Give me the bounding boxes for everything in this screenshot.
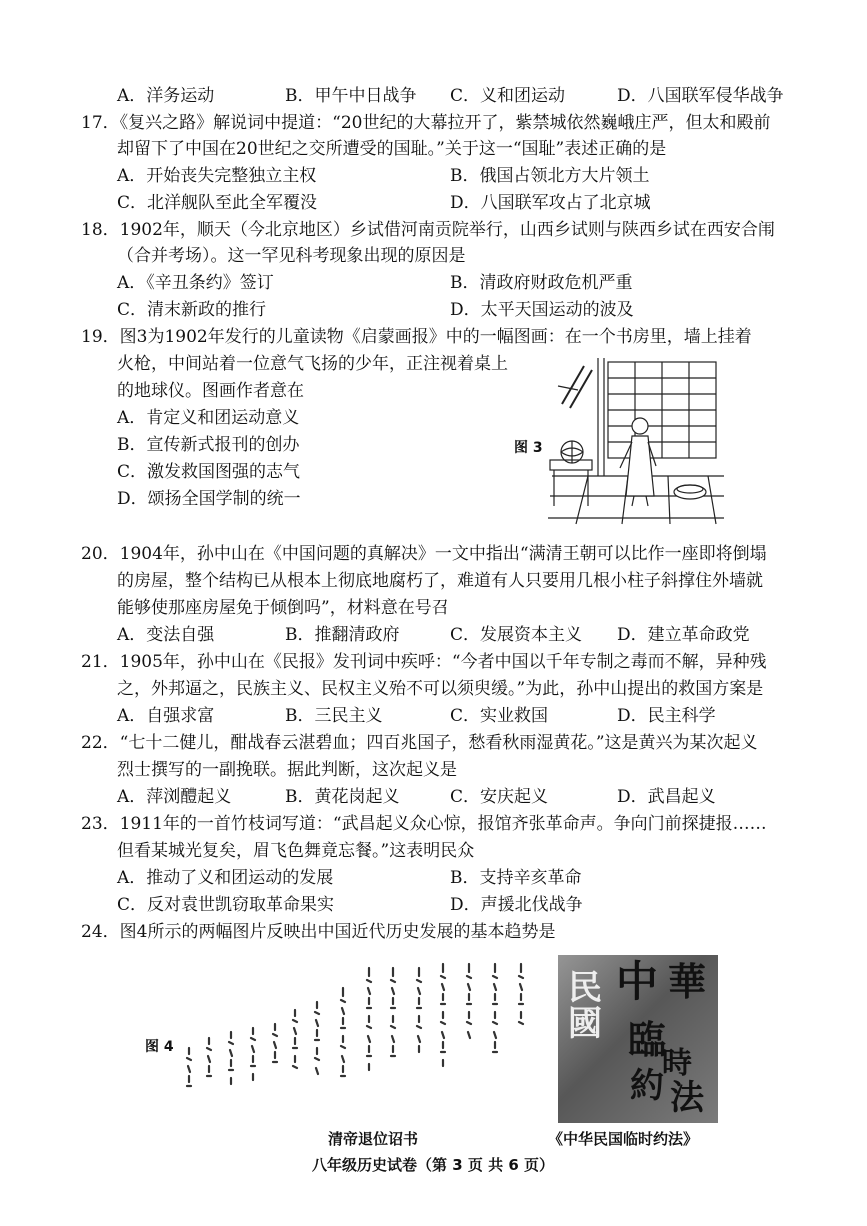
- q21-option-c: C．实业救国: [450, 706, 549, 726]
- q20-stem-line2: 的房屋，整个结构已从根本上彻底地腐朽了，难道有人只要用几根小柱子斜撑住外墙就: [117, 571, 763, 591]
- q19-option-b: B．宣传新式报刊的创办: [117, 435, 300, 455]
- cover-char-hua: 華: [668, 959, 707, 1004]
- q16-option-a: A．洋务运动: [117, 86, 215, 106]
- q19-option-d: D．颂扬全国学制的统一: [117, 489, 301, 509]
- q19-option-a: A．肯定义和团运动意义: [117, 408, 300, 428]
- q19-option-c: C．激发救国图强的志气: [117, 462, 301, 482]
- q19-stem-line3: 的地球仪。图画作者意在: [117, 381, 304, 401]
- q18-stem-line2: （合并考场）。这一罕见科考现象出现的原因是: [117, 246, 466, 266]
- q17-stem-line2: 却留下了中国在20世纪之交所遭受的国耻。”关于这一“国耻”表述正确的是: [117, 139, 667, 159]
- q20-option-a: A．变法自强: [117, 625, 215, 645]
- figure-4-provisional-constitution-cover: [558, 955, 718, 1123]
- q16-option-d: D．八国联军侵华战争: [617, 86, 784, 106]
- q18-option-c: C．清末新政的推行: [117, 300, 267, 320]
- q22-option-d: D．武昌起义: [617, 787, 716, 807]
- caption-provisional-constitution: 《中华民国临时约法》: [548, 1130, 699, 1148]
- q17-option-b: B．俄国占领北方大片领土: [450, 166, 650, 186]
- caption-abdication-edict: 清帝退位诏书: [328, 1130, 419, 1148]
- q21-stem-line2: 之，外邦逼之，民族主义、民权主义殆不可以须臾缓。”为此，孙中山提出的救国方案是: [117, 679, 764, 699]
- q17-option-d: D．八国联军攻占了北京城: [450, 193, 651, 213]
- q22-option-a: A．萍浏醴起义: [117, 787, 232, 807]
- q16-option-c: C．义和团运动: [450, 86, 566, 106]
- q21-option-b: B．三民主义: [285, 706, 383, 726]
- q23-option-c: C．反对袁世凯窃取革命果实: [117, 895, 335, 915]
- q21-stem-line1: 21．1905年，孙中山在《民报》发刊词中疾呼：“今者中国以千年专制之毒而不解，异种残: [81, 652, 767, 672]
- cover-char-min: 民: [568, 968, 602, 1008]
- cover-char-guo: 國: [568, 1004, 602, 1044]
- q16-option-b: B．甲午中日战争: [285, 86, 417, 106]
- cover-char-yue: 約: [630, 1066, 664, 1106]
- cover-char-zhong: 中: [616, 957, 659, 1006]
- q19-stem-line1: 19．图3为1902年发行的儿童读物《启蒙画报》中的一幅图画：在一个书房里，墙上挂着: [81, 327, 752, 347]
- q21-option-a: A．自强求富: [117, 706, 215, 726]
- q17-option-c: C．北洋舰队至此全军覆没: [117, 193, 318, 213]
- cover-char-fa: 法: [670, 1078, 704, 1118]
- figure-4-abdication-edict-image: [175, 958, 545, 1118]
- q22-option-c: C．安庆起义: [450, 787, 549, 807]
- q24-stem-line1: 24．图4所示的两幅图片反映出中国近代历史发展的基本趋势是: [81, 922, 556, 942]
- q18-stem-line1: 18．1902年，顺天（今北京地区）乡试借河南贡院举行，山西乡试则与陕西乡试在西安合闱: [81, 220, 775, 240]
- figure-3-study-room-illustration: [548, 356, 726, 526]
- q18-option-a: A．《辛丑条约》签订: [117, 273, 274, 293]
- cover-char-shi: 時: [662, 1046, 692, 1081]
- figure-4-label: 图 4: [145, 1039, 174, 1055]
- q21-option-d: D．民主科学: [617, 706, 716, 726]
- q22-stem-line1: 22．“七十二健儿，酣战春云湛碧血；四百兆国子，愁看秋雨湿黄花。”这是黄兴为某次起义: [81, 733, 758, 753]
- q20-option-b: B．推翻清政府: [285, 625, 400, 645]
- cover-char-lin: 臨: [628, 1017, 667, 1062]
- q18-option-b: B．清政府财政危机严重: [450, 273, 633, 293]
- q22-option-b: B．黄花岗起义: [285, 787, 400, 807]
- q23-option-d: D．声援北伐战争: [450, 895, 583, 915]
- q19-stem-line2: 火枪，中间站着一位意气飞扬的少年，正注视着桌上: [117, 354, 508, 374]
- q20-stem-line3: 能够使那座房屋免于倾倒吗”，材料意在号召: [117, 598, 449, 618]
- q22-stem-line2: 烈士撰写的一副挽联。据此判断，这次起义是: [117, 760, 457, 780]
- q23-option-b: B．支持辛亥革命: [450, 868, 582, 888]
- figure-3-label: 图 3: [514, 440, 543, 456]
- q23-stem-line2: 但看某城光复矣，眉飞色舞竟忘餐。”这表明民众: [117, 841, 475, 861]
- q23-stem-line1: 23．1911年的一首竹枝词写道：“武昌起义众心惊，报馆齐张革命声。争向门前探捷报……: [81, 814, 767, 834]
- q18-option-d: D．太平天国运动的波及: [450, 300, 634, 320]
- q23-option-a: A．推动了义和团运动的发展: [117, 868, 334, 888]
- q20-option-c: C．发展资本主义: [450, 625, 583, 645]
- q20-stem-line1: 20．1904年，孙中山在《中国问题的真解决》一文中指出“满清王朝可以比作一座即将倒塌: [81, 544, 767, 564]
- page-footer: 八年级历史试卷（第 3 页 共 6 页）: [312, 1156, 554, 1174]
- q17-stem-line1: 17．《复兴之路》解说词中提道：“20世纪的大幕拉开了，紫禁城依然巍峨庄严，但太和殿前: [81, 113, 771, 133]
- q20-option-d: D．建立革命政党: [617, 625, 750, 645]
- q17-option-a: A．开始丧失完整独立主权: [117, 166, 317, 186]
